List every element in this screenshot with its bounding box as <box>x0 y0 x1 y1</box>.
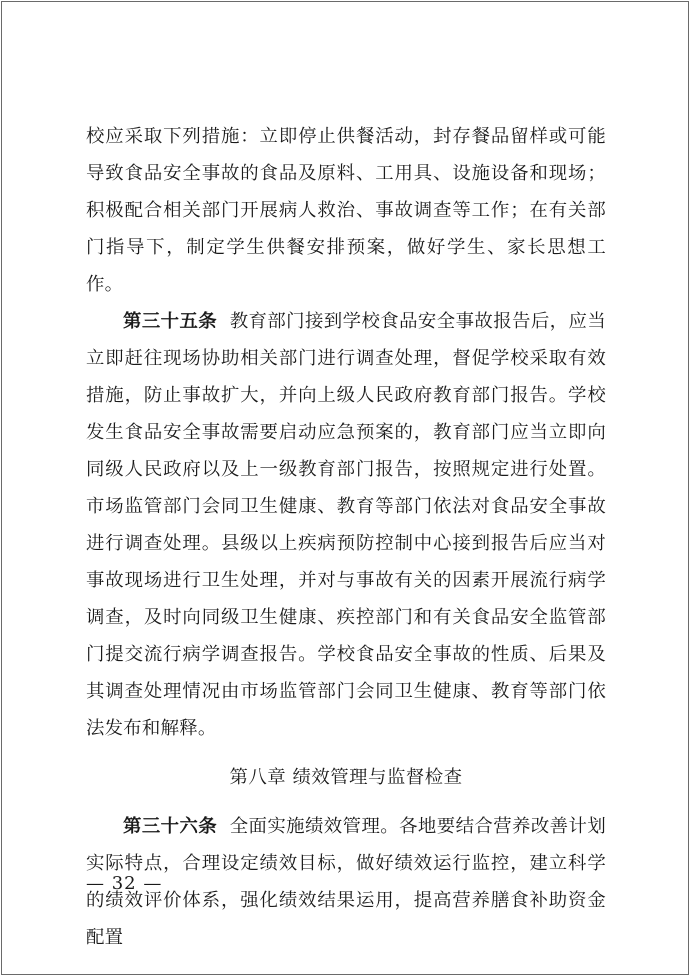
article-35-text: 教育部门接到学校食品安全事故报告后，应当立即赶往现场协助相关部门进行调查处理，督促学校采取有效措施，防止事故扩大，并向上级人民政府教育部门报告。学校发生食品安全事故需要启动应急预案的，教育部门应当立即向同级人民政府以及上一级教育部门报告，按照规定进行处置。市场监管部门会同卫生健康、教育等部门依法对食品安全事故进行调查处理。县级以上疾病预防控制中心接到报告后应当对事故现场进行卫生处理，并对与事故有关的因素开展流行病学调查，及时向同级卫生健康、疾控部门和有关食品安全监管部门提交流行病学调查报告。学校食品安全事故的性质、后果及其调查处理情况由市场监管部门会同卫生健康、教育等部门依法发布和解释。 <box>86 311 606 739</box>
chapter-heading: 第八章 绩效管理与监督检查 <box>229 767 463 788</box>
article-36-label: 第三十六条 <box>123 816 218 837</box>
article-36-text: 全面实施绩效管理。各地要结合营养改善计划实际特点，合理设定绩效目标，做好绩效运行监控，建立科学的绩效评价体系，强化绩效结果运用，提高营养膳食补助资金配置 <box>86 816 606 948</box>
page-number: — 32 — <box>86 873 163 894</box>
article-36 <box>86 808 606 956</box>
document-page <box>86 118 606 956</box>
article-35-label: 第三十五条 <box>123 311 218 332</box>
paragraph-continuation: 校应采取下列措施：立即停止供餐活动，封存餐品留样或可能导致食品安全事故的食品及原料、工用具、设施设备和现场；积极配合相关部门开展病人救治、事故调查等工作；在有关部门指导下，制定学生供餐安排预案，做好学生、家长思想工作。 <box>86 126 606 295</box>
article-35 <box>86 303 606 747</box>
